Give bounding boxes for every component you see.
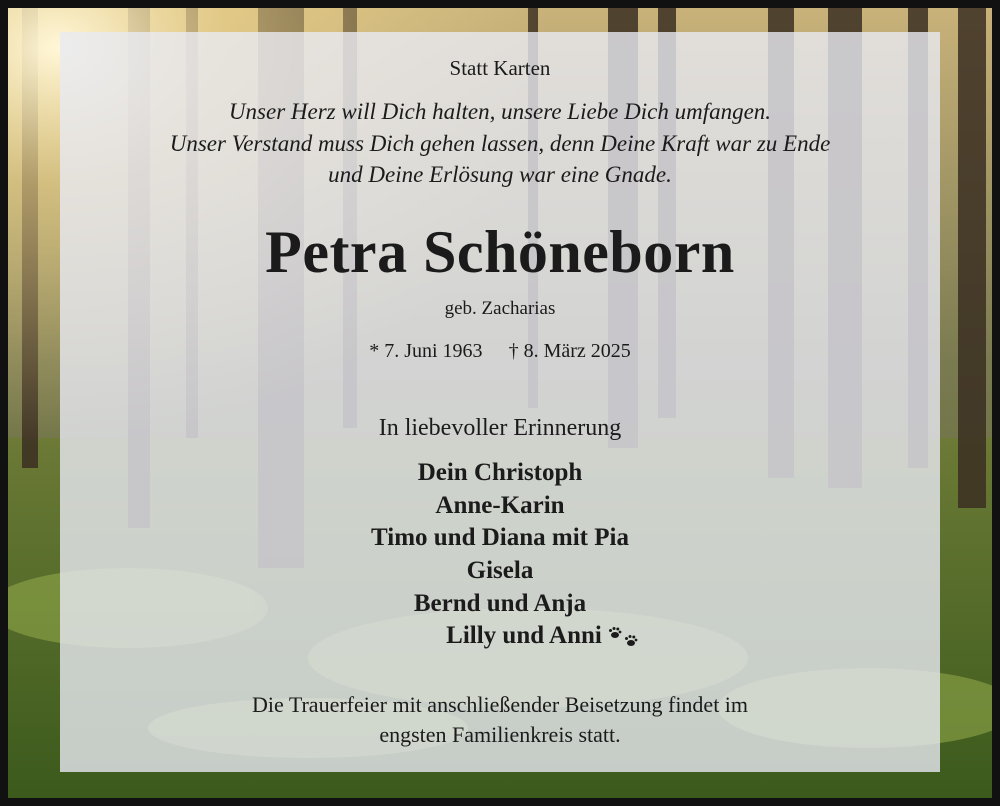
mourner-3: Timo und Diana mit Pia (371, 524, 629, 551)
life-dates (0, 340, 1000, 363)
verse-line-3: und Deine Erlösung war eine Gnade. (328, 162, 672, 187)
memory-line: In liebevoller Erinnerung (378, 415, 622, 441)
mourner-6-row (0, 620, 1000, 652)
deceased-name: Petra Schöneborn (265, 219, 735, 285)
mourner-6: Lilly und Anni (446, 622, 602, 649)
birth-date: * 7. Juni 1963 (369, 340, 483, 362)
mourner-4: Gisela (466, 557, 534, 584)
header-statt-karten: Statt Karten (449, 56, 551, 80)
death-date: † 8. März 2025 (508, 340, 631, 362)
maiden-name: geb. Zacharias (444, 298, 556, 319)
verse-line-2: Unser Verstand muss Dich gehen lassen, denn Deine Kraft war zu Ende (169, 131, 831, 156)
funeral-notice-line-1: Die Trauerfeier mit anschließender Beisetzung findet im (251, 692, 749, 717)
verse-line-1: Unser Herz will Dich halten, unsere Liebe Dich umfangen. (228, 99, 772, 124)
mourner-1: Dein Christoph (417, 459, 583, 486)
mourner-2: Anne-Karin (435, 492, 565, 519)
funeral-notice-line-2: engsten Familienkreis statt. (379, 722, 621, 747)
paw-prints-icon (608, 626, 642, 648)
mourner-5: Bernd und Anja (413, 590, 587, 617)
